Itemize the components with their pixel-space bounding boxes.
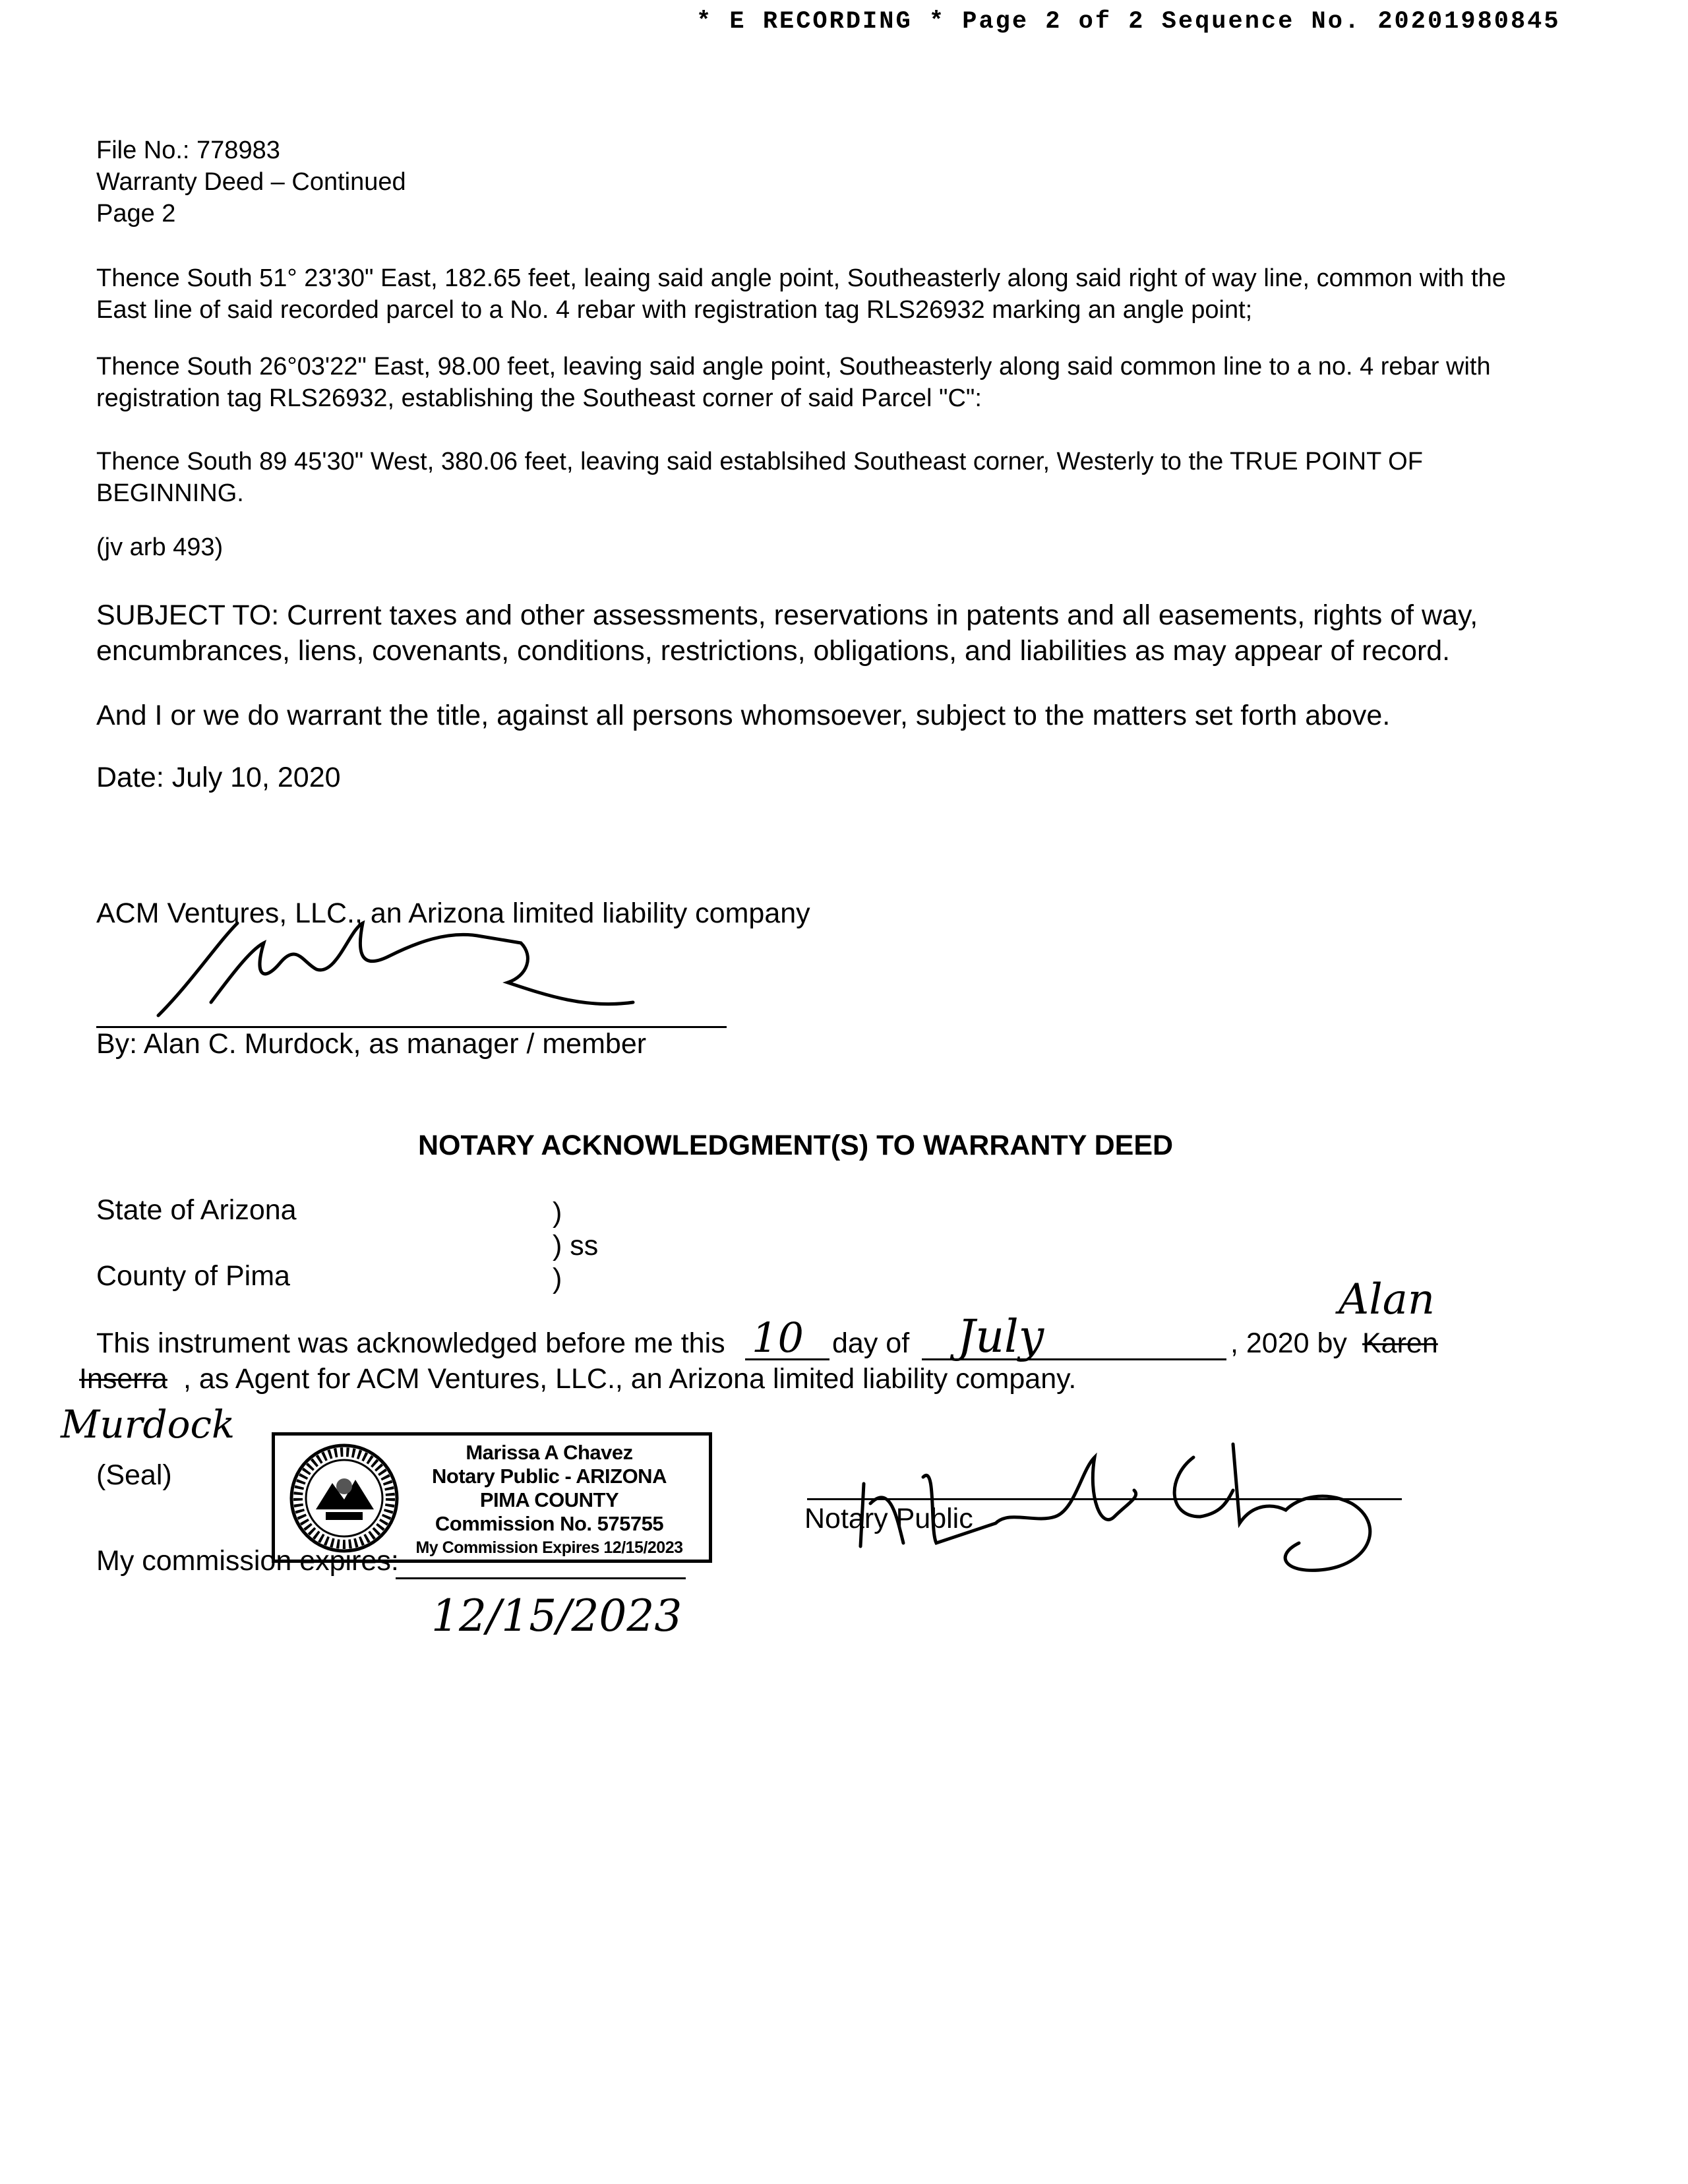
reference-note: (jv arb 493): [96, 533, 224, 561]
file-number: File No.: 778983: [96, 136, 280, 164]
notary-signature-line: [807, 1498, 1402, 1500]
acknowledgment-text-1: This instrument was acknowledged before me this: [96, 1327, 725, 1359]
struck-last-name: Inserra: [79, 1363, 167, 1395]
stamp-commission-number: Commission No. 575755: [435, 1512, 664, 1535]
recording-header: * E RECORDING * Page 2 of 2 Sequence No. 20201980845: [696, 8, 1561, 36]
venue-paren-1: ): [553, 1197, 562, 1228]
venue-county: County of Pima: [96, 1260, 290, 1292]
venue-ss: ) ss: [553, 1230, 599, 1261]
notary-public-label: Notary Public: [804, 1503, 973, 1534]
document-title: Warranty Deed – Continued: [96, 168, 406, 196]
handwritten-month: July: [957, 1311, 1044, 1363]
acknowledgment-text-4: , as Agent for ACM Ventures, LLC., an Arizona limited liability company.: [183, 1363, 1077, 1395]
commission-expires-label: My commission expires:: [96, 1545, 399, 1577]
subject-to-clause: SUBJECT TO: Current taxes and other assessments, reservations in patents and all easements, rights of way, encumbrances, liens, covenants, conditions, restrictions, obligations, and liabilities as may appear of record.: [96, 599, 1478, 667]
legal-description-paragraph-2: Thence South 26°03'22" East, 98.00 feet, leaving said angle point, Southeasterly along said common line to a no. 4 rebar with registration tag RLS26932, establishing the Southeast corner of said Parcel "C":: [96, 353, 1491, 412]
venue-state: State of Arizona: [96, 1194, 297, 1226]
notary-heading: NOTARY ACKNOWLEDGMENT(S) TO WARRANTY DEED: [418, 1130, 1174, 1161]
acknowledgment-text-2: day of: [832, 1327, 910, 1359]
commission-expires-line: [396, 1577, 686, 1579]
acknowledgment-text-3: , 2020 by: [1230, 1327, 1347, 1359]
state-seal-icon: [289, 1443, 399, 1553]
handwritten-expiry-date: 12/15/2023: [431, 1591, 682, 1641]
stamp-notary-name: Marissa A Chavez: [466, 1441, 633, 1464]
stamp-commission-expiry: My Commission Expires 12/15/2023: [415, 1538, 683, 1557]
venue-paren-2: ): [553, 1263, 562, 1294]
seal-label: (Seal): [96, 1459, 172, 1491]
grantor-signature: [138, 903, 679, 1022]
handwritten-name-insert: Alan: [1339, 1275, 1435, 1324]
handwritten-surname-insert: Murdock: [61, 1402, 235, 1447]
legal-description-paragraph-3: Thence South 89 45'30" West, 380.06 feet, leaving said establsihed Southeast corner, Westerly to the TRUE POINT OF BEGINNING.: [96, 448, 1423, 507]
handwritten-day: 10: [752, 1314, 804, 1362]
signer-name: By: Alan C. Murdock, as manager / member: [96, 1028, 647, 1060]
legal-description-paragraph-1: Thence South 51° 23'30" East, 182.65 feet, leaing said angle point, Southeasterly along said right of way line, common with the East line of said recorded parcel to a No. 4 rebar with registration tag RLS26932 marking an angle point;: [96, 264, 1506, 324]
notary-signature: [824, 1405, 1404, 1583]
stamp-notary-title: Notary Public - ARIZONA: [432, 1465, 667, 1488]
warranty-clause: And I or we do warrant the title, against all persons whomsoever, subject to the matters set forth above.: [96, 700, 1391, 731]
grantor-company: ACM Ventures, LLC., an Arizona limited liability company: [96, 897, 810, 929]
deed-date: Date: July 10, 2020: [96, 762, 341, 793]
stamp-county: PIMA COUNTY: [479, 1488, 619, 1511]
page-label: Page 2: [96, 200, 176, 228]
struck-first-name: Karen: [1362, 1327, 1438, 1359]
